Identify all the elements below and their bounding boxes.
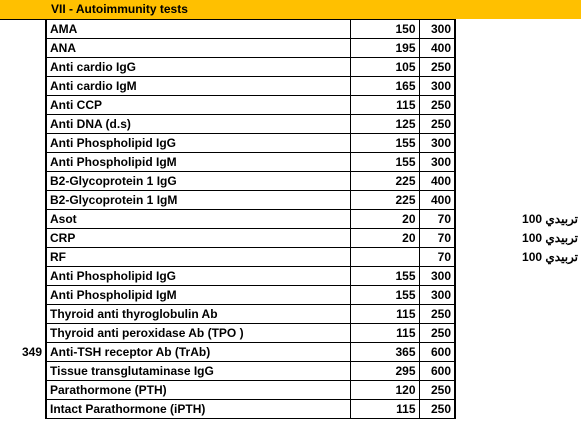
table-row <box>0 95 581 114</box>
price-2-cell[interactable]: 300 <box>419 266 455 285</box>
price-2-cell[interactable]: 70 <box>419 228 455 247</box>
price-2-cell[interactable]: 600 <box>419 342 455 361</box>
test-name-cell[interactable]: Anti DNA (d.s) <box>46 114 350 133</box>
price-1-cell[interactable]: 155 <box>350 152 419 171</box>
table-row <box>0 133 581 152</box>
row-number-cell[interactable] <box>0 171 46 190</box>
price-2-cell[interactable]: 300 <box>419 19 455 38</box>
test-name-cell[interactable]: Parathormone (PTH) <box>46 380 350 399</box>
price-1-cell[interactable]: 225 <box>350 190 419 209</box>
price-2-cell[interactable]: 250 <box>419 380 455 399</box>
row-number-cell[interactable] <box>0 247 46 266</box>
price-1-cell[interactable]: 165 <box>350 76 419 95</box>
row-number-cell[interactable] <box>0 399 46 418</box>
test-name-cell[interactable]: RF <box>46 247 350 266</box>
header-blank-cell <box>455 0 581 19</box>
note-cell[interactable] <box>455 38 581 57</box>
test-name-cell[interactable]: B2-Glycoprotein 1 IgM <box>46 190 350 209</box>
test-name-cell[interactable]: Anti Phospholipid IgG <box>46 133 350 152</box>
row-number-cell[interactable] <box>0 323 46 342</box>
price-1-cell[interactable]: 115 <box>350 399 419 418</box>
price-1-cell[interactable]: 120 <box>350 380 419 399</box>
price-2-cell[interactable]: 300 <box>419 76 455 95</box>
price-2-cell[interactable]: 70 <box>419 209 455 228</box>
price-1-cell[interactable]: 150 <box>350 19 419 38</box>
table-row <box>0 19 581 38</box>
table-row <box>0 152 581 171</box>
price-2-cell[interactable]: 300 <box>419 285 455 304</box>
price-1-cell[interactable]: 115 <box>350 95 419 114</box>
price-1-cell[interactable]: 295 <box>350 361 419 380</box>
price-2-cell[interactable]: 600 <box>419 361 455 380</box>
price-1-cell[interactable]: 20 <box>350 228 419 247</box>
row-number-cell[interactable]: 349 <box>21 344 42 359</box>
table-row <box>0 380 581 399</box>
note-cell[interactable] <box>455 380 581 399</box>
price-2-cell[interactable]: 250 <box>419 114 455 133</box>
price-2-cell[interactable]: 250 <box>419 323 455 342</box>
table-row <box>0 323 581 342</box>
table-row <box>0 342 581 361</box>
price-2-cell[interactable]: 300 <box>419 133 455 152</box>
test-name-cell[interactable]: Tissue transglutaminase IgG <box>46 361 350 380</box>
note-cell[interactable] <box>455 76 581 95</box>
note-cell[interactable] <box>455 152 581 171</box>
row-number-cell[interactable] <box>0 114 46 133</box>
row-number-cell[interactable] <box>0 57 46 76</box>
price-1-cell[interactable]: 155 <box>350 266 419 285</box>
note-cell[interactable] <box>455 133 581 152</box>
table-row <box>0 57 581 76</box>
test-name-cell[interactable]: Anti cardio IgG <box>46 57 350 76</box>
test-name-cell[interactable]: CRP <box>46 228 350 247</box>
table-row <box>0 76 581 95</box>
section-header-row <box>0 0 581 19</box>
test-name-cell[interactable]: B2-Glycoprotein 1 IgG <box>46 171 350 190</box>
table-row <box>0 228 581 247</box>
price-2-cell[interactable]: 70 <box>419 247 455 266</box>
table-row <box>0 266 581 285</box>
row-number-cell[interactable] <box>0 19 46 38</box>
test-name-cell[interactable]: Asot <box>46 209 350 228</box>
note-cell[interactable]: تربيدي 100 <box>522 230 578 245</box>
note-cell[interactable] <box>455 57 581 76</box>
price-1-cell[interactable]: 155 <box>350 133 419 152</box>
price-2-cell[interactable]: 250 <box>419 57 455 76</box>
note-cell[interactable] <box>455 285 581 304</box>
table-row <box>0 361 581 380</box>
price-1-cell[interactable] <box>350 247 419 266</box>
price-1-cell[interactable]: 105 <box>350 57 419 76</box>
price-1-cell[interactable]: 115 <box>350 304 419 323</box>
table-row <box>0 247 581 266</box>
price-2-cell[interactable]: 250 <box>419 95 455 114</box>
test-name-cell[interactable]: Thyroid anti thyroglobulin Ab <box>46 304 350 323</box>
price-1-cell[interactable]: 195 <box>350 38 419 57</box>
note-cell[interactable] <box>455 323 581 342</box>
test-name-cell[interactable]: Anti Phospholipid IgG <box>46 266 350 285</box>
test-name-cell[interactable]: Anti-TSH receptor Ab (TrAb) <box>46 342 350 361</box>
note-cell[interactable] <box>455 19 581 38</box>
table-row <box>0 190 581 209</box>
note-cell[interactable]: تربيدي 100 <box>522 211 578 226</box>
table-row <box>0 209 581 228</box>
test-name-cell[interactable]: Anti cardio IgM <box>46 76 350 95</box>
row-number-cell[interactable] <box>0 228 46 247</box>
row-number-cell[interactable] <box>0 285 46 304</box>
row-number-cell[interactable] <box>0 304 46 323</box>
note-cell[interactable] <box>455 171 581 190</box>
section-title: VII - Autoimmunity tests <box>0 0 455 19</box>
price-1-cell[interactable]: 125 <box>350 114 419 133</box>
price-1-cell[interactable]: 225 <box>350 171 419 190</box>
row-number-cell[interactable] <box>0 190 46 209</box>
note-cell[interactable] <box>455 95 581 114</box>
note-cell[interactable] <box>455 114 581 133</box>
test-name-cell[interactable]: ANA <box>46 38 350 57</box>
row-number-cell[interactable] <box>0 133 46 152</box>
table-row <box>0 38 581 57</box>
row-number-cell[interactable] <box>0 380 46 399</box>
price-2-cell[interactable]: 400 <box>419 190 455 209</box>
price-2-cell[interactable]: 250 <box>419 304 455 323</box>
price-2-cell[interactable]: 400 <box>419 38 455 57</box>
row-number-cell[interactable] <box>0 152 46 171</box>
note-cell[interactable]: تربيدي 100 <box>522 249 578 264</box>
row-number-cell[interactable] <box>0 95 46 114</box>
table-row <box>0 114 581 133</box>
row-number-cell[interactable] <box>0 266 46 285</box>
test-name-cell[interactable]: Anti Phospholipid IgM <box>46 152 350 171</box>
row-number-cell[interactable] <box>0 361 46 380</box>
test-name-cell[interactable]: Intact Parathormone (iPTH) <box>46 399 350 418</box>
price-1-cell[interactable]: 20 <box>350 209 419 228</box>
note-cell[interactable] <box>455 342 581 361</box>
test-name-cell[interactable]: Anti CCP <box>46 95 350 114</box>
note-cell[interactable] <box>455 399 581 418</box>
note-cell[interactable] <box>455 304 581 323</box>
price-2-cell[interactable]: 250 <box>419 399 455 418</box>
test-name-cell[interactable]: AMA <box>46 19 350 38</box>
price-2-cell[interactable]: 400 <box>419 171 455 190</box>
test-name-cell[interactable]: Anti Phospholipid IgM <box>46 285 350 304</box>
price-2-cell[interactable]: 300 <box>419 152 455 171</box>
table-row <box>0 171 581 190</box>
price-1-cell[interactable]: 365 <box>350 342 419 361</box>
row-number-cell[interactable] <box>0 76 46 95</box>
row-number-cell[interactable] <box>0 38 46 57</box>
price-1-cell[interactable]: 115 <box>350 323 419 342</box>
table-row <box>0 304 581 323</box>
table-row <box>0 399 581 418</box>
price-1-cell[interactable]: 155 <box>350 285 419 304</box>
test-name-cell[interactable]: Thyroid anti peroxidase Ab (TPO ) <box>46 323 350 342</box>
row-number-cell[interactable] <box>0 209 46 228</box>
table-row <box>0 285 581 304</box>
note-cell[interactable] <box>455 266 581 285</box>
note-cell[interactable] <box>455 361 581 380</box>
note-cell[interactable] <box>455 190 581 209</box>
